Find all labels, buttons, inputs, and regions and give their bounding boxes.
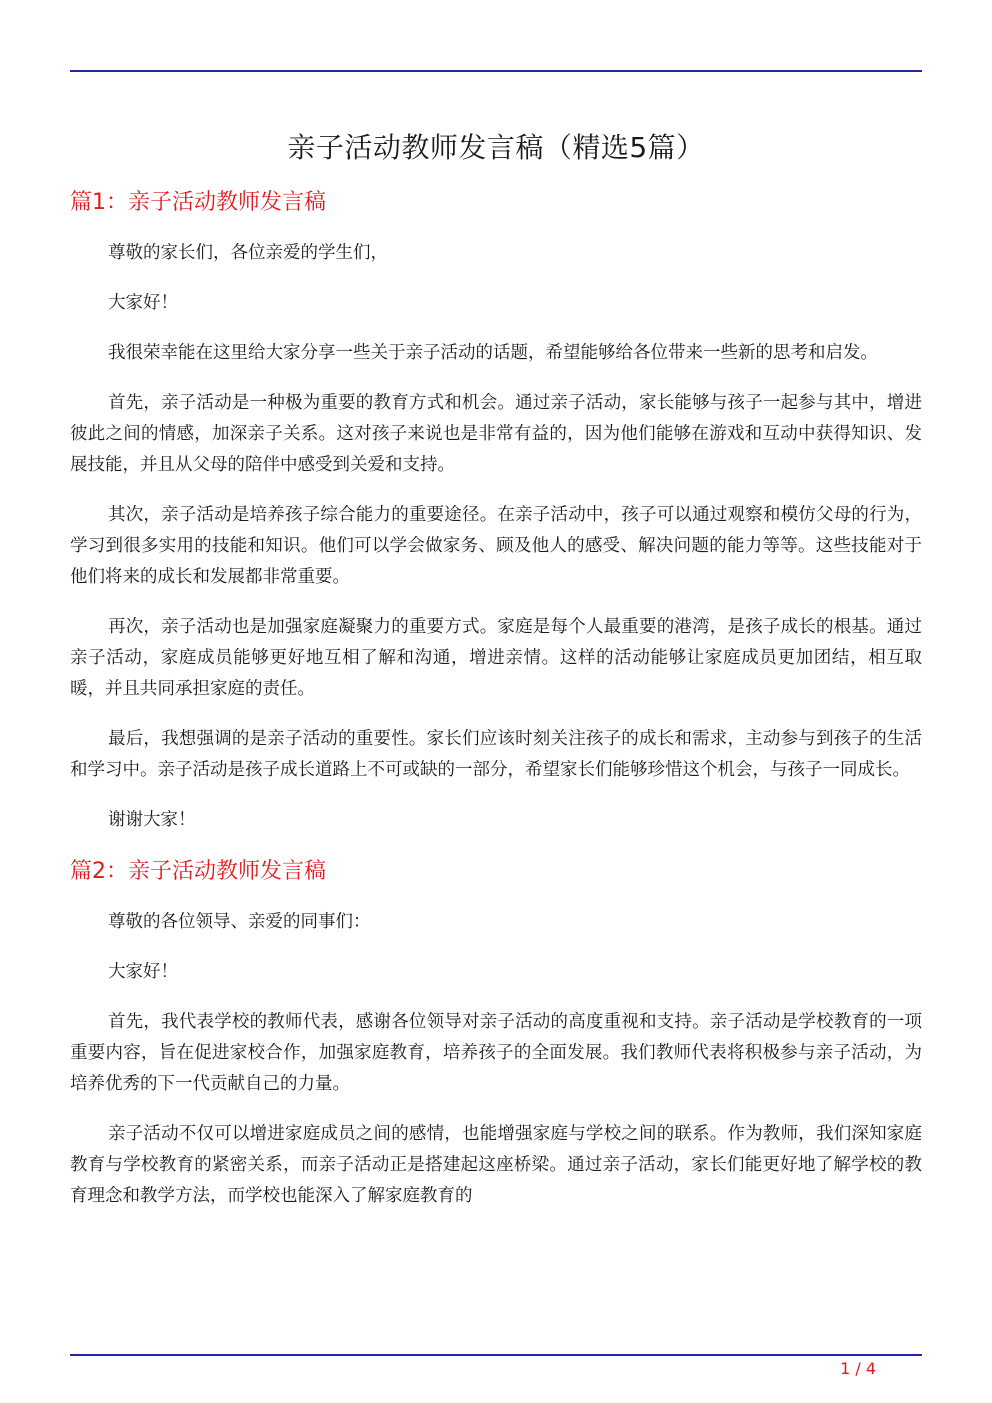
document-body	[70, 186, 922, 1336]
paragraph: 再次，亲子活动也是加强家庭凝聚力的重要方式。家庭是每个人最重要的港湾，是孩子成长的根基。通过亲子活动，家庭成员能够更好地互相了解和沟通，增进亲情。这样的活动能够让家庭成员更加团结，相互取暖，并且共同承担家庭的责任。	[70, 617, 922, 699]
paragraph: 大家好！	[108, 962, 178, 982]
paragraph: 大家好！	[108, 293, 178, 313]
header-rule	[70, 70, 922, 72]
paragraph: 首先，我代表学校的教师代表，感谢各位领导对亲子活动的高度重视和支持。亲子活动是学校教育的一项重要内容，旨在促进家校合作，加强家庭教育，培养孩子的全面发展。我们教师代表将积极参与亲子活动，为培养优秀的下一代贡献自己的力量。	[70, 1012, 922, 1094]
paragraph: 亲子活动不仅可以增进家庭成员之间的感情，也能增强家庭与学校之间的联系。作为教师，我们深知家庭教育与学校教育的紧密关系，而亲子活动正是搭建起这座桥梁。通过亲子活动，家长们能更好地了解学校的教育理念和教学方法，而学校也能深入了解家庭教育的	[70, 1124, 922, 1206]
page-title: 亲子活动教师发言稿（精选5篇）	[287, 131, 705, 164]
page-number: 1 / 4	[840, 1359, 876, 1378]
section-2	[70, 855, 922, 1212]
paragraph: 我很荣幸能在这里给大家分享一些关于亲子活动的话题，希望能够给各位带来一些新的思考和启发。	[108, 343, 878, 363]
paragraph: 最后，我想强调的是亲子活动的重要性。家长们应该时刻关注孩子的成长和需求，主动参与到孩子的生活和学习中。亲子活动是孩子成长道路上不可或缺的一部分，希望家长们能够珍惜这个机会，与孩子一同成长。	[70, 729, 922, 780]
paragraph: 尊敬的各位领导、亲爱的同事们：	[108, 912, 371, 932]
paragraph: 尊敬的家长们，各位亲爱的学生们，	[108, 243, 388, 263]
section-heading: 篇2：亲子活动教师发言稿	[70, 859, 326, 884]
section-1	[70, 186, 922, 836]
section-heading: 篇1：亲子活动教师发言稿	[70, 190, 326, 215]
paragraph: 其次，亲子活动是培养孩子综合能力的重要途径。在亲子活动中，孩子可以通过观察和模仿父母的行为，学习到很多实用的技能和知识。他们可以学会做家务、顾及他人的感受、解决问题的能力等等。这些技能对于他们将来的成长和发展都非常重要。	[70, 505, 922, 587]
footer-rule	[70, 1354, 922, 1356]
paragraph: 谢谢大家！	[108, 810, 196, 830]
paragraph: 首先，亲子活动是一种极为重要的教育方式和机会。通过亲子活动，家长能够与孩子一起参与其中，增进彼此之间的情感，加深亲子关系。这对孩子来说也是非常有益的，因为他们能够在游戏和互动中获得知识、发展技能，并且从父母的陪伴中感受到关爱和支持。	[70, 393, 922, 475]
